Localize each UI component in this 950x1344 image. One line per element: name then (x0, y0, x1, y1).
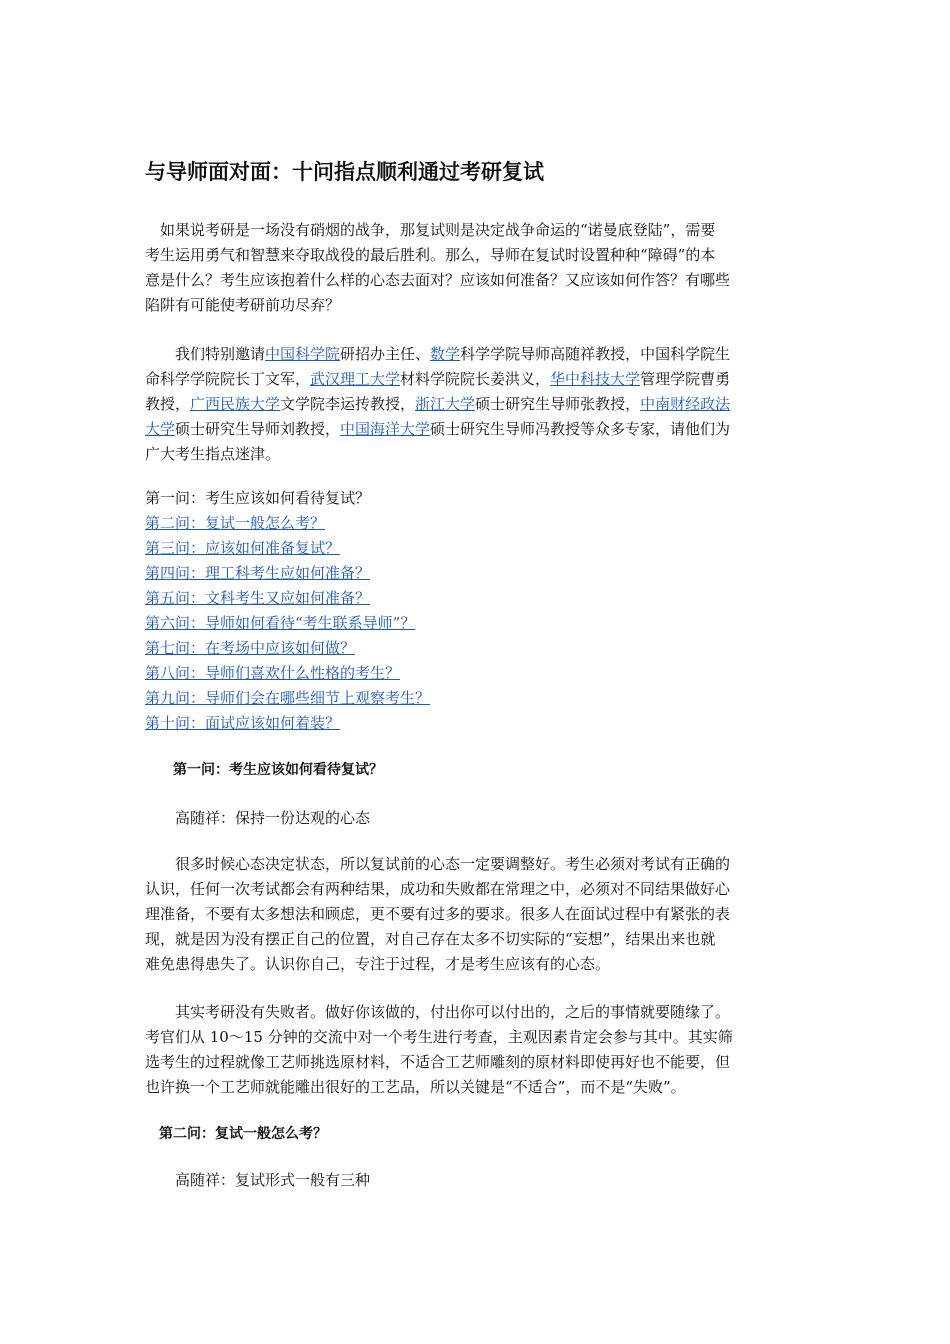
intro-line: 考生运用勇气和智慧来夺取战役的最后胜利。那么，导师在复试时设置种种“障碍”的本 (145, 246, 716, 264)
para-line: 难免患得患失了。认识你自己，专注于过程，才是考生应该有的心态。 (145, 955, 611, 973)
link-gxun[interactable]: 广西民族大学 (190, 395, 281, 413)
heading-text: 第二问：复试一般怎么考？ (145, 1126, 327, 1142)
heading-text: 第一问：考生应该如何看待复试？ (145, 762, 383, 778)
invite-line: 广大考生指点迷津。 (145, 445, 281, 463)
toc-link[interactable]: 第七问：在考场中应该如何做？ (145, 639, 356, 657)
text: 硕士研究生导师张教授， (475, 395, 641, 413)
answerer-text: 高随祥：复试形式一般有三种 (145, 1171, 371, 1189)
para-line: 现，就是因为没有摆正自己的位置，对自己存在太多不切实际的“妄想”，结果出来也就 (145, 930, 716, 948)
invite-line (145, 342, 810, 367)
text: 研招办主任、 (340, 345, 431, 363)
toc-link[interactable]: 第十问：面试应该如何着装？ (145, 714, 341, 732)
q1-paragraph-1 (145, 852, 810, 977)
text: 硕士研究生导师冯教授等众多专家，请他们为 (430, 420, 731, 438)
toc-link[interactable]: 第八问：导师们喜欢什么性格的考生？ (145, 664, 401, 682)
toc-link[interactable]: 第五问：文科考生又应如何准备？ (145, 589, 371, 607)
para-line: 理准备，不要有太多想法和顾虑，更不要有过多的要求。很多人在面试过程中有紧张的表 (145, 905, 731, 923)
para-line: 考官们从 10～15 分钟的交流中对一个考生进行考查，主观因素肯定会参与其中。其实筛 (145, 1028, 733, 1046)
link-math[interactable]: 数学 (430, 345, 461, 363)
text: 硕士研究生导师刘教授， (175, 420, 341, 438)
invite-paragraph (145, 342, 810, 467)
text: 文学院李运抟教授， (280, 395, 416, 413)
invite-line (145, 367, 810, 392)
intro-paragraph (145, 218, 810, 318)
text: 材料学院院长姜洪义， (400, 370, 551, 388)
para-line: 其实考研没有失败者。做好你该做的，付出你可以付出的，之后的事情就要随缘了。 (145, 1003, 731, 1021)
para-line: 选考生的过程就像工艺师挑选原材料，不适合工艺师雕刻的原材料即使再好也不能要，但 (145, 1053, 731, 1071)
text: 管理学院曹勇 (640, 370, 731, 388)
toc-link[interactable]: 第六问：导师如何看待“考生联系导师”？ (145, 614, 416, 632)
text: 教授， (145, 395, 191, 413)
invite-line (145, 417, 810, 442)
invite-line (145, 392, 810, 417)
toc-link[interactable]: 第九问：导师们会在哪些细节上观察考生？ (145, 689, 431, 707)
para-line: 很多时候心态决定状态，所以复试前的心态一定要调整好。考生必须对考试有正确的 (145, 855, 731, 873)
text: 科学学院导师高随祥教授，中国科学院生 (460, 345, 731, 363)
intro-line: 陷阱有可能使考研前功尽弃？ (145, 296, 341, 314)
q1-answerer (145, 806, 810, 831)
link-zju[interactable]: 浙江大学 (415, 395, 476, 413)
intro-line: 意是什么？考生应该抱着什么样的心态去面对？应该如何准备？又应该如何作答？有哪些 (145, 271, 731, 289)
toc-link[interactable]: 第三问：应该如何准备复试？ (145, 539, 341, 557)
link-zuel[interactable]: 中南财经政法 (640, 395, 731, 413)
toc-item: 第一问：考生应该如何看待复试？ (145, 489, 371, 507)
q1-heading (145, 758, 810, 783)
q2-heading (145, 1122, 810, 1147)
toc-link[interactable]: 第二问：复试一般怎么考？ (145, 514, 326, 532)
question-toc (145, 486, 430, 736)
q1-paragraph-2 (145, 1000, 810, 1100)
answerer-text: 高随祥：保持一份达观的心态 (145, 809, 371, 827)
link-cas[interactable]: 中国科学院 (265, 345, 341, 363)
page-title: 与导师面对面：十问指点顺利通过考研复试 (145, 160, 544, 184)
intro-line: 如果说考研是一场没有硝烟的战争，那复试则是决定战争命运的“诺曼底登陆”，需要 (145, 221, 716, 239)
link-ouc[interactable]: 中国海洋大学 (340, 420, 431, 438)
toc-link[interactable]: 第四问：理工科考生应如何准备？ (145, 564, 371, 582)
para-line: 认识，任何一次考试都会有两种结果，成功和失败都在常理之中，必须对不同结果做好心 (145, 880, 731, 898)
q2-answerer (145, 1168, 810, 1193)
para-line: 也许换一个工艺师就能雕出很好的工艺品，所以关键是“不适合”，而不是“失败”。 (145, 1078, 686, 1096)
text: 我们特别邀请 (145, 345, 266, 363)
link-hust[interactable]: 华中科技大学 (550, 370, 641, 388)
text: 命科学学院院长丁文军， (145, 370, 311, 388)
link-whut[interactable]: 武汉理工大学 (310, 370, 401, 388)
link-zuel-cont[interactable]: 大学 (145, 420, 176, 438)
